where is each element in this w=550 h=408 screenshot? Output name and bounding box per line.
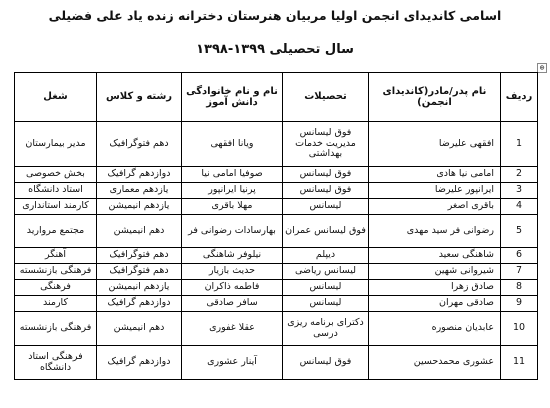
cell-student-name: حدیث بازیار (182, 264, 283, 280)
cell-student-name: ویانا افقهی (182, 122, 283, 167)
cell-education: فوق لیسانس (283, 183, 369, 199)
cell-occupation: کارمند (15, 296, 97, 312)
cell-occupation: آهنگر (15, 248, 97, 264)
cell-row-number: 2 (501, 167, 538, 183)
cell-student-name: پرنیا ایرانپور (182, 183, 283, 199)
cell-education: فوق لیسانس (283, 346, 369, 380)
cell-education: لیسانس ریاضی (283, 264, 369, 280)
cell-education: لیسانس (283, 296, 369, 312)
table-row (15, 122, 538, 167)
table-row (15, 346, 538, 380)
cell-student-name: مهلا باقری (182, 199, 283, 215)
cell-student-name: نیلوفر شاهنگی (182, 248, 283, 264)
cell-education: فوق لیسانس عمران (283, 215, 369, 248)
cell-occupation: مدیر بیمارستان (15, 122, 97, 167)
cell-occupation: فرهنگی استاد دانشگاه (15, 346, 97, 380)
page-title: اسامی کاندیدای انجمن اولیا مربیان هنرستان دخترانه زنده یاد علی فضیلی (48, 8, 502, 23)
column-header-occupation: شغل (15, 73, 97, 122)
column-header-parent-name: نام پدر/مادر(کاندیدای انجمن) (369, 73, 501, 122)
cell-row-number: 5 (501, 215, 538, 248)
cell-education: لیسانس (283, 280, 369, 296)
cell-student-name: سافر صادقی (182, 296, 283, 312)
cell-major-class: یازدهم معماری (97, 183, 182, 199)
cell-major-class: دهم انیمیشن (97, 312, 182, 346)
cell-row-number: 7 (501, 264, 538, 280)
cell-parent-name: صادق زهرا (369, 280, 501, 296)
cell-parent-name: شیروانی شهین (369, 264, 501, 280)
cell-student-name: بهارسادات رضوانی فر (182, 215, 283, 248)
cell-parent-name: عشوری محمدحسین (369, 346, 501, 380)
cell-student-name: صوفیا امامی نیا (182, 167, 283, 183)
cell-row-number: 6 (501, 248, 538, 264)
table-row (15, 199, 538, 215)
cell-major-class: یازدهم انیمیشن (97, 280, 182, 296)
cell-row-number: 3 (501, 183, 538, 199)
cell-row-number: 1 (501, 122, 538, 167)
cell-row-number: 11 (501, 346, 538, 380)
table-header-row (15, 73, 538, 122)
table-row (15, 183, 538, 199)
cell-row-number: 4 (501, 199, 538, 215)
cell-occupation: فرهنگی بازنشسته (15, 312, 97, 346)
table-row (15, 167, 538, 183)
cell-major-class: دهم انیمیشن (97, 215, 182, 248)
cell-parent-name: ایرانپور علیرضا (369, 183, 501, 199)
cell-major-class: دهم فتوگرافیک (97, 248, 182, 264)
table-row (15, 296, 538, 312)
table-row (15, 312, 538, 346)
cell-occupation: فرهنگی (15, 280, 97, 296)
cell-major-class: دوازدهم گرافیک (97, 346, 182, 380)
cell-parent-name: رضوانی فر سید مهدی (369, 215, 501, 248)
table-row (15, 215, 538, 248)
cell-row-number: 10 (501, 312, 538, 346)
cell-education: فوق لیسانس (283, 167, 369, 183)
table-move-handle-icon[interactable]: ⊕ (537, 63, 547, 73)
cell-occupation: بخش خصوصی (15, 167, 97, 183)
cell-major-class: دوازدهم گرافیک (97, 167, 182, 183)
cell-row-number: 9 (501, 296, 538, 312)
column-header-education: تحصیلات (283, 73, 369, 122)
column-header-student-name: نام و نام خانوادگی دانش آموز (182, 73, 283, 122)
candidates-table (14, 72, 538, 380)
cell-education: فوق لیسانس مدیریت خدمات بهداشتی (283, 122, 369, 167)
page-subtitle: سال تحصیلی ۱۳۹۹-۱۳۹۸ (196, 42, 354, 57)
cell-occupation: استاد دانشگاه (15, 183, 97, 199)
cell-education: لیسانس (283, 199, 369, 215)
column-header-row-number: ردیف (501, 73, 538, 122)
table-row (15, 248, 538, 264)
cell-education: دکترای برنامه ریزی درسی (283, 312, 369, 346)
cell-major-class: یازدهم انیمیشن (97, 199, 182, 215)
cell-row-number: 8 (501, 280, 538, 296)
cell-parent-name: شاهنگی سعید (369, 248, 501, 264)
column-header-major-class: رشته و کلاس (97, 73, 182, 122)
cell-major-class: دوازدهم گرافیک (97, 296, 182, 312)
cell-major-class: دهم فتوگرافیک (97, 264, 182, 280)
cell-parent-name: امامی نیا هادی (369, 167, 501, 183)
table-row (15, 280, 538, 296)
cell-parent-name: افقهی علیرضا (369, 122, 501, 167)
cell-education: دیپلم (283, 248, 369, 264)
cell-occupation: مجتمع مرواريد (15, 215, 97, 248)
cell-student-name: عقلا غفوری (182, 312, 283, 346)
cell-parent-name: صادقی مهران (369, 296, 501, 312)
cell-occupation: کارمند استانداری (15, 199, 97, 215)
cell-student-name: فاطمه ذاکران (182, 280, 283, 296)
cell-student-name: آینار عشوری (182, 346, 283, 380)
cell-occupation: فرهنگی بازنشسته (15, 264, 97, 280)
cell-parent-name: باقری اصغر (369, 199, 501, 215)
cell-parent-name: عابدیان منصوره (369, 312, 501, 346)
cell-major-class: دهم فتوگرافیک (97, 122, 182, 167)
table-row (15, 264, 538, 280)
